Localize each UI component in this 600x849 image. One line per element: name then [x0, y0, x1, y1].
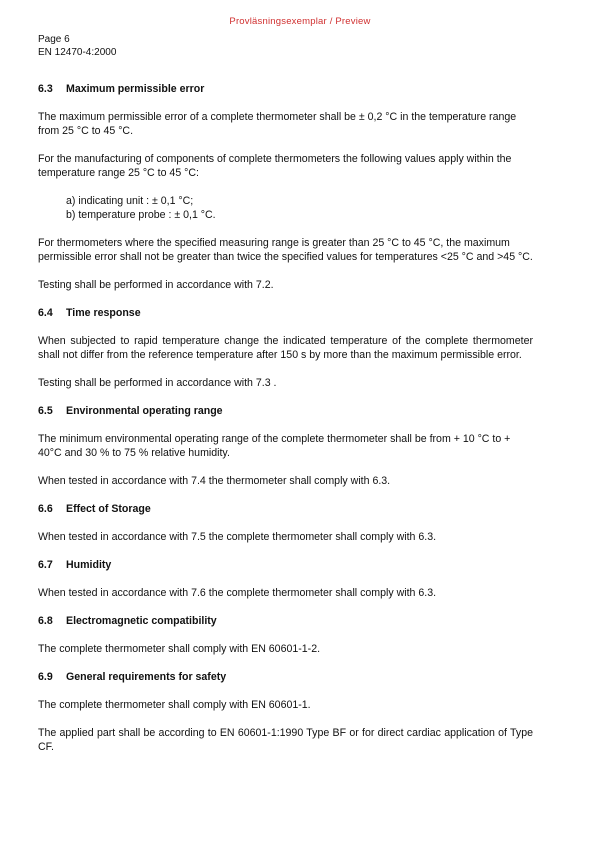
paragraph: The complete thermometer shall comply with EN 60601-1-2.: [38, 643, 321, 655]
paragraph: Testing shall be performed in accordance with 7.2.: [38, 279, 274, 291]
section-number: 6.7: [38, 559, 53, 571]
section-title: Humidity: [66, 559, 112, 571]
section-6-4: [38, 306, 533, 390]
section-heading: [38, 502, 533, 516]
section-title: General requirements for safety: [66, 671, 227, 683]
paragraph: Testing shall be performed in accordance with 7.3 .: [38, 377, 277, 389]
section-heading: [38, 404, 533, 418]
section-6-5: [38, 404, 533, 488]
paragraph: When tested in accordance with 7.6 the complete thermometer shall comply with 6.3.: [38, 587, 437, 599]
section-number: 6.6: [38, 503, 53, 515]
section-6-7: [38, 558, 533, 600]
section-heading: [38, 306, 533, 320]
section-6-9: [38, 670, 533, 754]
section-title: Electromagnetic compatibility: [66, 615, 217, 627]
paragraph: The complete thermometer shall comply with EN 60601-1.: [38, 699, 311, 711]
section-heading: [38, 82, 533, 96]
section-number: 6.4: [38, 307, 53, 319]
list-item: a) indicating unit : ± 0,1 °C;: [66, 195, 194, 207]
section-6-6: [38, 502, 533, 544]
page-number: Page 6: [38, 34, 70, 45]
section-heading: [38, 614, 533, 628]
running-head: [38, 33, 116, 59]
preview-watermark: Provläsningsexemplar / Preview: [229, 16, 371, 27]
section-title: Effect of Storage: [66, 503, 151, 515]
section-title: Maximum permissible error: [66, 83, 205, 95]
document-body: [38, 82, 533, 768]
paragraph: When tested in accordance with 7.4 the thermometer shall comply with 6.3.: [38, 475, 391, 487]
section-number: 6.5: [38, 405, 53, 417]
paragraph: The applied part shall be according to EN 60601-1:1990 Type BF or for direct cardiac application of Type CF.: [38, 727, 533, 753]
section-6-8: [38, 614, 533, 656]
list-item: b) temperature probe : ± 0,1 °C.: [66, 209, 216, 221]
tolerance-list: [38, 194, 533, 222]
standard-reference: EN 12470-4:2000: [38, 47, 117, 58]
paragraph: When tested in accordance with 7.5 the complete thermometer shall comply with 6.3.: [38, 531, 437, 543]
section-title: Environmental operating range: [66, 405, 223, 417]
paragraph: The minimum environmental operating range of the complete thermometer shall be from + 10 °C to + 40°C and 30 % to 75 % relative humidity.: [38, 433, 511, 459]
paragraph: When subjected to rapid temperature change the indicated temperature of the complete thermometer shall not differ from the reference temperature after 150 s by more than the maximum permissible error.: [38, 335, 533, 361]
section-number: 6.3: [38, 83, 53, 95]
paragraph: The maximum permissible error of a complete thermometer shall be ± 0,2 °C in the temperature range from 25 °C to 45 °C.: [38, 111, 517, 137]
section-title: Time response: [66, 307, 141, 319]
section-heading: [38, 670, 533, 684]
section-heading: [38, 558, 533, 572]
paragraph: For thermometers where the specified measuring range is greater than 25 °C to 45 °C, the maximum permissible error shall not be greater than twice the specified values for temperatures <25 °C and >45 °C.: [38, 237, 533, 263]
section-number: 6.8: [38, 615, 53, 627]
section-number: 6.9: [38, 671, 53, 683]
section-6-3: [38, 82, 533, 292]
paragraph: For the manufacturing of components of complete thermometers the following values apply within the temperature range 25 °C to 45 °C:: [38, 153, 512, 179]
